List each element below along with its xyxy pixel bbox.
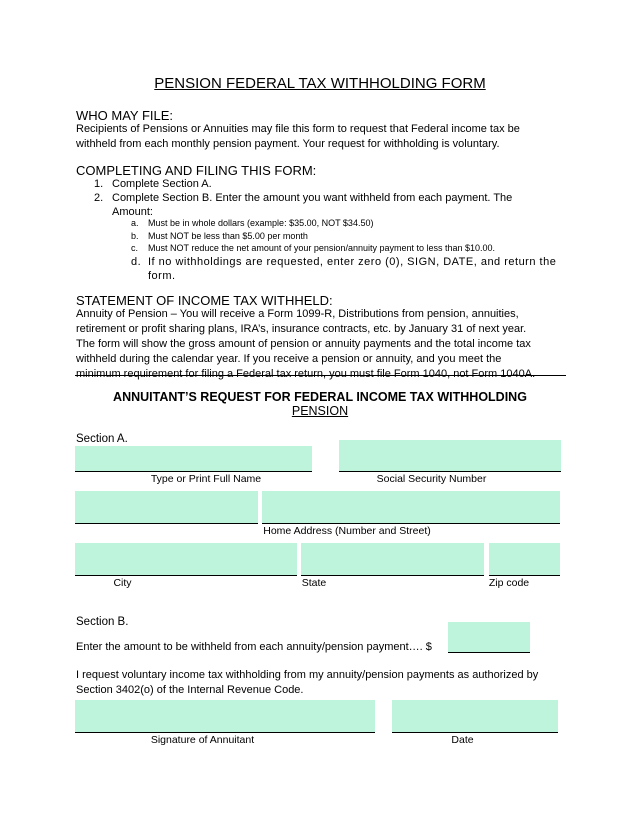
substep-item (131, 242, 571, 255)
step-text: Complete Section A. (112, 178, 212, 190)
signature-field[interactable] (75, 700, 375, 733)
ssn-label: Social Security Number (376, 473, 487, 485)
who-may-file-heading: WHO MAY FILE: (76, 108, 174, 123)
statement-line: The form will show the gross amount of pension or annuity payments and the total income tax (76, 338, 531, 350)
substep-letter: d. (131, 255, 142, 268)
statement-line: Annuity of Pension – You will receive a Form 1099-R, Distributions from pension, annuities, (76, 308, 519, 320)
withholding-amount-field[interactable] (448, 622, 530, 653)
section-b-label: Section B. (76, 616, 129, 628)
request-statement (76, 668, 576, 698)
request-line: Section 3402(o) of the Internal Revenue Code. (76, 684, 304, 696)
substep-letter: b. (131, 230, 139, 241)
steps-list (94, 177, 564, 219)
who-may-file-text (76, 122, 566, 152)
city-label: City (113, 577, 132, 589)
statement-text (76, 307, 566, 382)
request-title: ANNUITANT’S REQUEST FOR FEDERAL INCOME TAX WITHHOLDING (113, 390, 527, 404)
substep-item-continued (131, 269, 571, 283)
substeps-list (131, 217, 571, 283)
step-number: 1. (94, 178, 104, 190)
substep-letter: c. (131, 243, 139, 253)
substep-text: If no withholdings are requested, enter zero (0), SIGN, DATE, and return the (148, 255, 557, 268)
form-title: PENSION FEDERAL TAX WITHHOLDING FORM (154, 75, 486, 92)
substep-item (131, 217, 571, 230)
who-may-file-line: Recipients of Pensions or Annuities may file this form to request that Federal income tax be (76, 123, 520, 135)
substep-item (131, 230, 571, 243)
zip-label: Zip code (488, 577, 530, 589)
full-name-field[interactable] (75, 446, 312, 472)
substep-text: Must NOT be less than $5.00 per month (148, 230, 308, 241)
ssn-field[interactable] (339, 440, 561, 472)
request-subtitle: PENSION (291, 404, 349, 418)
address-field-part2[interactable] (262, 491, 560, 524)
substep-text: form. (148, 269, 176, 282)
statement-line: minimum requirement for filing a Federal tax return, you must file Form 1040, not Form 1040A. (76, 368, 536, 380)
section-a-label: Section A. (76, 433, 128, 445)
statement-line: withheld during the calendar year. If you receive a pension or annuity, and you meet the (76, 353, 502, 365)
step-text: Amount: (112, 206, 153, 218)
substep-text: Must NOT reduce the net amount of your pension/annuity payment to less than $10.00. (148, 243, 496, 253)
statement-line: retirement or profit sharing plans, IRA’s, insurance contracts, etc. by January 31 of next year. (76, 323, 527, 335)
address-field-part1[interactable] (75, 491, 258, 524)
amount-prompt: Enter the amount to be withheld from each annuity/pension payment…. $ (76, 641, 432, 653)
statement-heading: STATEMENT OF INCOME TAX WITHHELD: (76, 293, 333, 308)
zip-field[interactable] (489, 543, 560, 576)
address-label: Home Address (Number and Street) (263, 525, 431, 537)
state-field[interactable] (301, 543, 484, 576)
step-item (94, 177, 564, 191)
signature-label: Signature of Annuitant (150, 734, 255, 746)
full-name-label: Type or Print Full Name (150, 473, 262, 485)
substep-text: Must be in whole dollars (example: $35.00, NOT $34.50) (148, 218, 374, 228)
step-text: Complete Section B. Enter the amount you want withheld from each payment. The (112, 192, 513, 204)
step-number: 2. (94, 192, 104, 204)
date-field[interactable] (392, 700, 558, 733)
state-label: State (301, 577, 327, 589)
section-divider (75, 375, 566, 376)
substep-item (131, 255, 571, 269)
date-label: Date (451, 734, 474, 746)
request-line: I request voluntary income tax withholding from my annuity/pension payments as authorized by (76, 669, 539, 681)
city-field[interactable] (75, 543, 297, 576)
step-item (94, 191, 564, 205)
substep-letter: a. (131, 218, 139, 228)
completing-heading: COMPLETING AND FILING THIS FORM: (76, 163, 317, 178)
who-may-file-line: withheld from each monthly pension payment. Your request for withholding is voluntary. (76, 138, 500, 150)
